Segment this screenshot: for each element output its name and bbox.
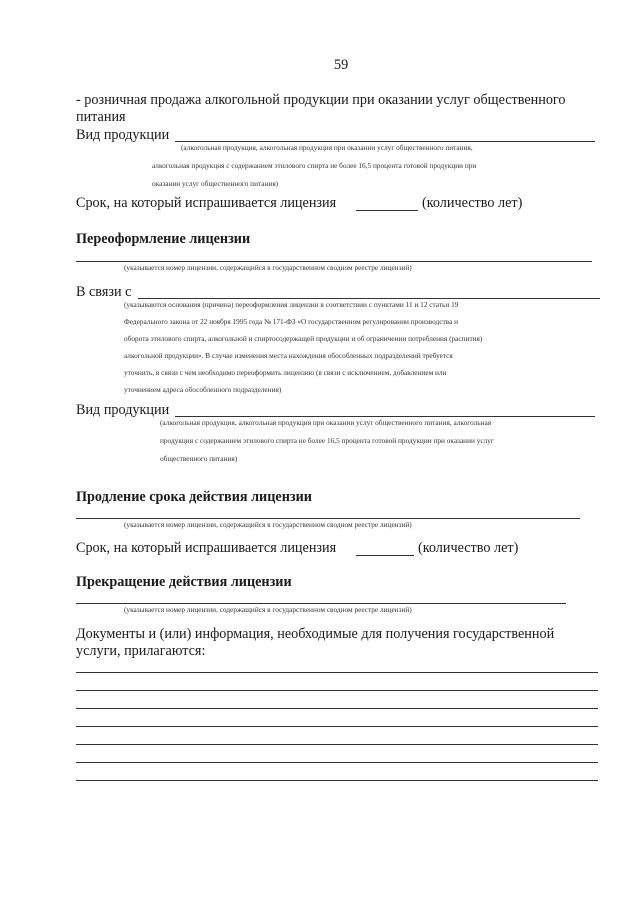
documents-line-1: Документы и (или) информация, необходимые для получения государственной — [76, 626, 555, 642]
reason-note-3: оборота этилового спирта, алкогольной и спиртосодержащей продукции и об ограничении потребления (распития) — [124, 334, 483, 343]
documents-field-line-4[interactable] — [76, 726, 598, 727]
reason-note-5: уточнить, в связи с чем необходимо переоформить лицензию (в связи с исключением, добавлением или — [124, 368, 447, 377]
documents-field-line-6[interactable] — [76, 762, 598, 763]
product-note-2: алкогольная продукция с содержанием этилового спирта не более 16,5 процента готовой продукции при — [152, 161, 477, 170]
documents-field-line-3[interactable] — [76, 708, 598, 709]
reissue-product-note-3: общественного питания) — [160, 454, 238, 463]
reissue-heading: Переоформление лицензии — [76, 231, 251, 247]
term-unit: (количество лет) — [422, 195, 523, 211]
reissue-product-note-2: продукция с содержанием этилового спирта не более 16,5 процента готовой продукции при оказании услуг — [160, 436, 494, 445]
documents-field-line-7[interactable] — [76, 780, 598, 781]
reason-label: В связи с — [76, 284, 132, 300]
product-note-1: (алкогольная продукция, алкогольная продукция при оказании услуг общественного питания, — [181, 143, 473, 152]
term-label: Срок, на который испрашивается лицензия — [76, 195, 337, 211]
extension-license-note: (указывается номер лицензии, содержащийся в государственном сводном реестре лицензий) — [124, 520, 412, 529]
reason-note-2: Федерального закона от 22 ноября 1995 года № 171-ФЗ «О государственном регулировании производства и — [124, 317, 458, 326]
termination-license-note: (указывается номер лицензии, содержащийся в государственном сводном реестре лицензий) — [124, 605, 412, 614]
intro-line-1: - розничная продажа алкогольной продукции при оказании услуг общественного — [76, 92, 566, 108]
reason-note-6: уточнением адреса обособленного подразделения) — [124, 385, 282, 394]
term-years-field[interactable] — [356, 210, 418, 211]
extension-term-unit: (количество лет) — [418, 540, 519, 556]
extension-heading: Продление срока действия лицензии — [76, 489, 312, 505]
documents-line-2: услуги, прилагаются: — [76, 643, 206, 659]
documents-field-line-1[interactable] — [76, 672, 598, 673]
extension-term-label: Срок, на который испрашивается лицензия — [76, 540, 337, 556]
page-number: 59 — [334, 57, 349, 73]
intro-line-2: питания — [76, 109, 126, 125]
documents-field-line-2[interactable] — [76, 690, 598, 691]
product-label: Вид продукции — [76, 127, 170, 143]
reissue-license-note: (указывается номер лицензии, содержащийся в государственном сводном реестре лицензий) — [124, 263, 412, 272]
documents-field-line-5[interactable] — [76, 744, 598, 745]
reason-note-1: (указываются основания (причина) переоформления лицензии в соответствии с пунктами 11 и 12 статьи 19 — [124, 300, 459, 309]
termination-heading: Прекращение действия лицензии — [76, 574, 292, 590]
reissue-product-note-1: (алкогольная продукция, алкогольная продукция при оказании услуг общественного питания, алкогольная — [160, 418, 492, 427]
product-note-3: оказании услуг общественного питания) — [152, 179, 279, 188]
reason-note-4: алкогольной продукции». В случае изменения места нахождения обособленных подразделений требуется — [124, 351, 453, 360]
reissue-product-label: Вид продукции — [76, 402, 170, 418]
extension-term-years-field[interactable] — [356, 555, 414, 556]
